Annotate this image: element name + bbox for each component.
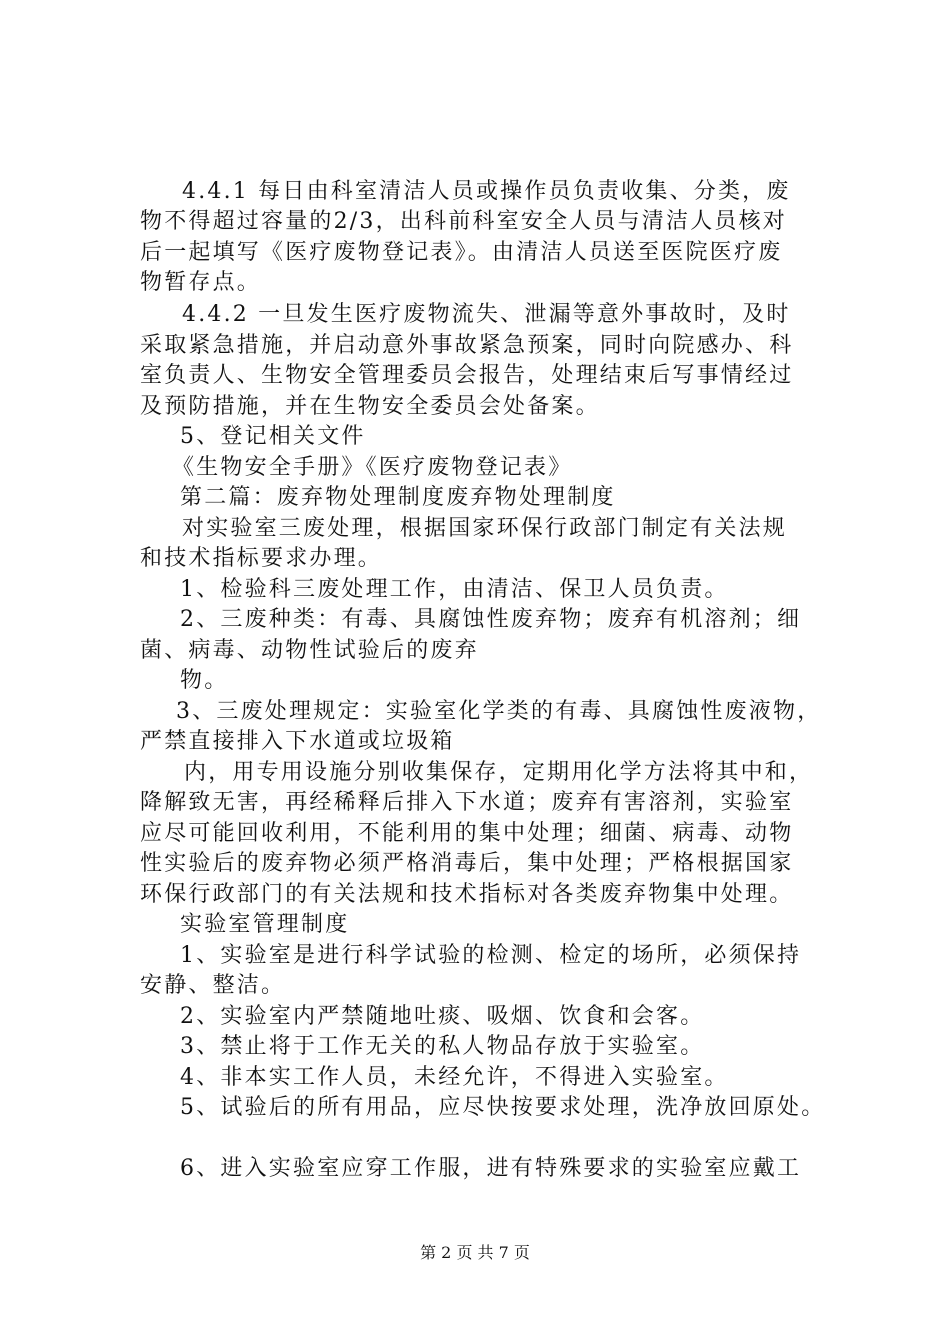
paragraph-line: 应尽可能回收利用，不能利用的集中处理；细菌、病毒、动物 xyxy=(140,821,794,846)
paragraph-line: 6、进入实验室应穿工作服，进有特殊要求的实验室应戴工 xyxy=(180,1156,802,1181)
paragraph-line: 2、三废种类：有毒、具腐蚀性废弃物；废弃有机溶剂；细 xyxy=(180,607,802,632)
paragraph-line: 3、禁止将于工作无关的私人物品存放于实验室。 xyxy=(180,1034,705,1059)
paragraph-line: 严禁直接排入下水道或垃圾箱 xyxy=(140,729,455,754)
paragraph-line: 和技术指标要求办理。 xyxy=(140,546,383,571)
paragraph-line: 环保行政部门的有关法规和技术指标对各类废弃物集中处理。 xyxy=(140,882,794,907)
paragraph-line: 内，用专用设施分别收集保存，定期用化学方法将其中和， xyxy=(184,760,814,785)
paragraph-line: 降解致无害，再经稀释后排入下水道；废弃有害溶剂，实验室 xyxy=(140,790,794,815)
paragraph-line: 后一起填写《医疗废物登记表》。由清洁人员送至医院医疗废 xyxy=(140,240,783,265)
page-number-footer: 第 2 页 共 7 页 xyxy=(420,1243,530,1262)
paragraph-line: 2、实验室内严禁随地吐痰、吸烟、饮食和会客。 xyxy=(180,1004,705,1029)
paragraph-line: 4.4.2 一旦发生医疗废物流失、泄漏等意外事故时，及时 xyxy=(182,302,791,327)
paragraph-line: 物。 xyxy=(180,668,229,693)
paragraph-line: 及预防措施，并在生物安全委员会处备案。 xyxy=(140,394,600,419)
paragraph-line: 物不得超过容量的2/3，出科前科室安全人员与清洁人员核对 xyxy=(140,209,788,234)
paragraph-line: 《生物安全手册》《医疗废物登记表》 xyxy=(172,455,573,480)
section-heading: 实验室管理制度 xyxy=(180,912,350,937)
paragraph-line: 采取紧急措施，并启动意外事故紧急预案，同时向院感办、科 xyxy=(140,333,794,358)
paragraph-line: 3、三废处理规定：实验室化学类的有毒、具腐蚀性废液物， xyxy=(176,699,822,724)
paragraph-line: 物暂存点。 xyxy=(140,270,262,295)
paragraph-line: 1、实验室是进行科学试验的检测、检定的场所，必须保持 xyxy=(180,943,802,968)
section-heading: 5、登记相关文件 xyxy=(180,424,366,449)
paragraph-line: 菌、病毒、动物性试验后的废弃 xyxy=(140,638,479,663)
paragraph-line: 5、试验后的所有用品，应尽快按要求处理，洗净放回原处。 xyxy=(180,1095,826,1120)
paragraph-line: 4.4.1 每日由科室清洁人员或操作员负责收集、分类，废 xyxy=(182,179,791,204)
paragraph-line: 1、检验科三废处理工作，由清洁、保卫人员负责。 xyxy=(180,577,729,602)
paragraph-line: 室负责人、生物安全管理委员会报告，处理结束后写事情经过 xyxy=(140,363,794,388)
chapter-heading: 第二篇：废弃物处理制度废弃物处理制度 xyxy=(180,485,616,510)
paragraph-line: 对实验室三废处理，根据国家环保行政部门制定有关法规 xyxy=(182,516,788,541)
paragraph-line: 性实验后的废弃物必须严格消毒后，集中处理；严格根据国家 xyxy=(140,851,794,876)
paragraph-line: 安静、整洁。 xyxy=(140,973,286,998)
paragraph-line: 4、非本实工作人员，未经允许，不得进入实验室。 xyxy=(180,1065,729,1090)
